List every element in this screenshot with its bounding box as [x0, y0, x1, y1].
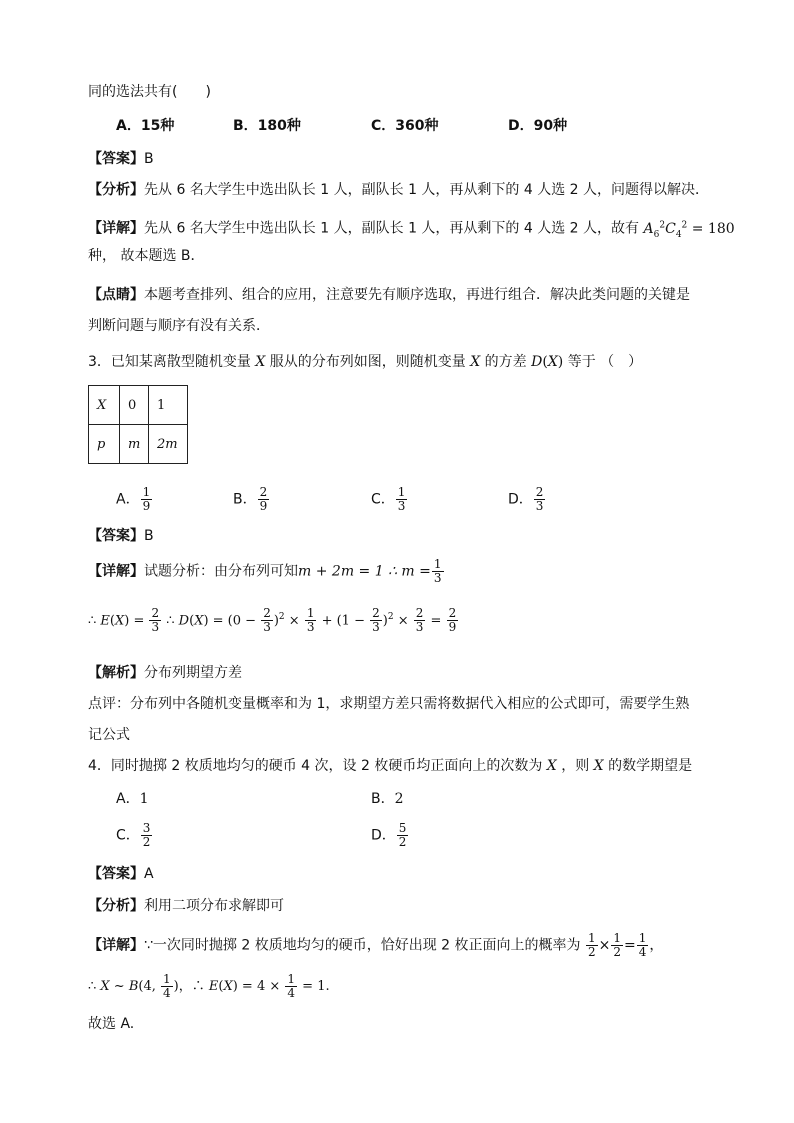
- q3-stem: 3．已知某离散型随机变量 X 服从的分布列如图，则随机变量 X 的方差 D(X) 等于 （ ）: [88, 354, 643, 370]
- q2-comment-line-1: [88, 285, 690, 305]
- q4-answer-line: 【答案】A: [88, 866, 154, 882]
- q3-review-1: 点评：分布列中各随机变量概率和为 1，求期望方差只需将数据代入相应的公式即可，需要学生熟: [88, 696, 690, 712]
- q2-stem-tail: 同的选法共有( ): [88, 84, 211, 100]
- q3-variance-formula: ∴ E(X) = $\frac{2}{3}$ ∴ D(X) = (0 − $\frac{2}{3}$ )$^2$ × $\frac{1}{3}$ + (1 − $\frac{2}{3}$ )$^2$ × $\frac{2}{3}$ = $\frac{2}{9}$: [88, 606, 457, 635]
- table-cell: 0: [120, 386, 149, 425]
- q2-option-c: C．360种: [371, 118, 439, 134]
- q2-detail-line: [88, 215, 735, 244]
- q2-comment-line-2: 判断问题与顺序有没有关系．: [88, 318, 270, 334]
- q3-option-d: D． $\frac{2}{3}$: [508, 485, 544, 513]
- table-row: [89, 386, 188, 425]
- q3-detail-line: 【详解】试题分析：由分布列可知m + 2m = 1 ∴ m = $\frac{1}{3}$: [88, 557, 442, 585]
- comment-tag: 【点睛】: [88, 287, 144, 303]
- analysis-text: 先从 6 名大学生中选出队长 1 人，副队长 1 人，再从剩下的 4 人选 2 人，问题得以解决．: [144, 182, 710, 198]
- detail-tag: 【详解】: [88, 220, 144, 237]
- q2-detail-cont: 种， 故本题选 B．: [88, 248, 205, 264]
- detail-text: 先从 6 名大学生中选出队长 1 人，副队长 1 人，再从剩下的 4 人选 2 人，故有: [144, 220, 640, 237]
- q4-stem: 4．同时抛掷 2 枚质地均匀的硬币 4 次，设 2 枚硬币均正面向上的次数为 X ，则 X 的数学期望是: [88, 758, 693, 774]
- comment-text: 本题考查排列、组合的应用，注意要先有顺序选取，再进行组合．解决此类问题的关键是: [144, 287, 690, 303]
- q4-option-b: B．2: [371, 791, 404, 807]
- q3-review-2: 记公式: [88, 727, 130, 743]
- answer-tag: 【答案】: [88, 151, 144, 167]
- q2-analysis-line: [88, 180, 709, 200]
- q4-option-c: C． $\frac{3}{2}$: [116, 821, 151, 849]
- table-cell: 1: [149, 386, 188, 425]
- table-cell: p: [89, 425, 120, 464]
- q3-option-c: C． $\frac{1}{3}$: [371, 485, 406, 513]
- table-cell: m: [120, 425, 149, 464]
- answer-value: B: [144, 151, 154, 167]
- q3-jiexi-line: 【解析】分布列期望方差: [88, 665, 242, 681]
- q2-option-a: A．15种: [116, 118, 175, 134]
- q2-option-d: D．90种: [508, 118, 568, 134]
- q3-answer-line: 【答案】B: [88, 528, 154, 544]
- q2-answer-line: [88, 149, 154, 169]
- q4-detail-line: 【详解】∵一次同时抛掷 2 枚质地均匀的硬币，恰好出现 2 枚正面向上的概率为 $\frac{1}{2}$ × $\frac{1}{2}$ = $\frac{1}{4}$ ，: [88, 931, 664, 959]
- distribution-table: [88, 385, 188, 464]
- q4-option-d: D． $\frac{5}{2}$: [371, 821, 407, 849]
- q4-conclusion: 故选 A.: [88, 1016, 135, 1032]
- detail-formula: $A_6^2C_4^2 = 180$: [643, 220, 735, 240]
- q2-option-b: B．180种: [233, 118, 301, 134]
- q3-option-a: A． $\frac{1}{9}$: [116, 485, 151, 513]
- analysis-tag: 【分析】: [88, 182, 144, 198]
- table-row: [89, 425, 188, 464]
- table-cell: X: [89, 386, 120, 425]
- q3-option-b: B． $\frac{2}{9}$: [233, 485, 268, 513]
- q4-expectation-formula: ∴ X ~ B(4, $\frac{1}{4}$ )，∴ E(X) = 4 × $\frac{1}{4}$ = 1.: [88, 972, 330, 1000]
- q4-analysis-line: 【分析】利用二项分布求解即可: [88, 898, 284, 914]
- q4-option-a: A．1: [116, 791, 149, 807]
- table-cell: 2m: [149, 425, 188, 464]
